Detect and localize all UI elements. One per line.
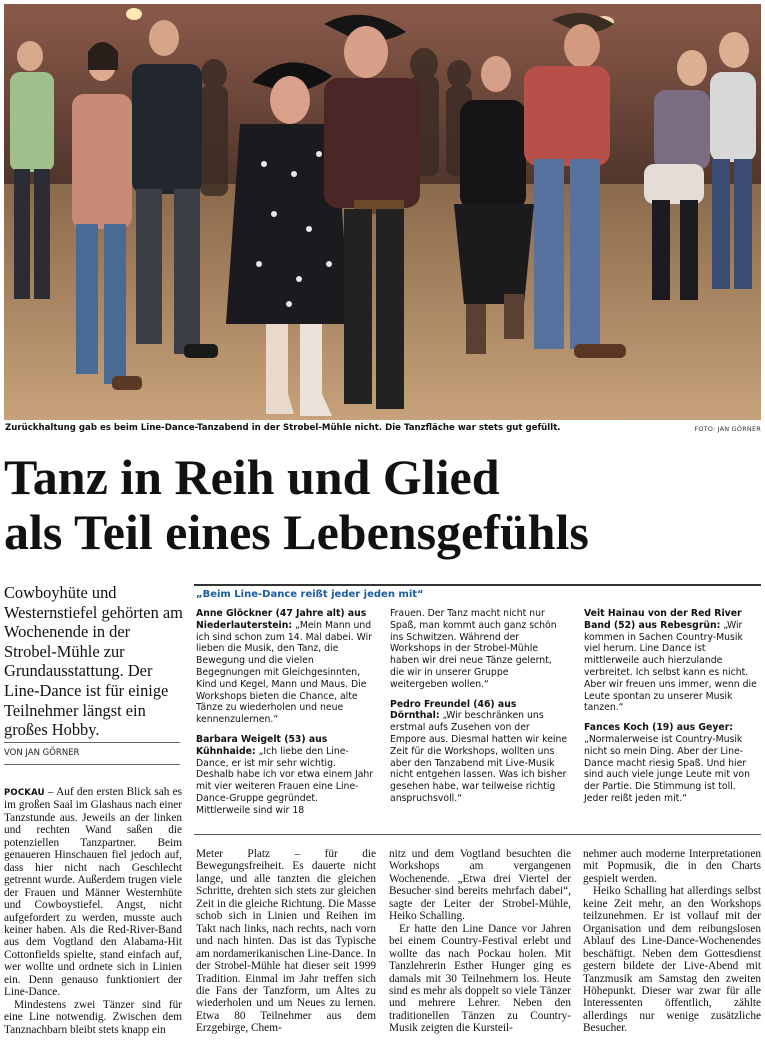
headline-line-1: Tanz in Reih und Glied (4, 449, 500, 505)
quote-text: „Wir kommen in Sachen Country-Musik viel herum. Line Dance ist mittlerweile auch hierzulande verbreitet. Ich selbst kann es nicht. Aber wir freuen uns immer, wenn die Leute spontan zu unserer Musik tanzen.“ (584, 619, 757, 714)
quotes-column-3 (584, 608, 760, 813)
article-headline (4, 450, 761, 560)
body-column-4 (583, 848, 761, 1051)
body-paragraph: Er hatte den Line Dance vor Jahren bei einem Country-Festival erlebt und wollte das nach Pockau holen. Mit Tanzlehrerin Esther Hunger ging es damals mit 30 Teilnehmern los. Heute sind es mehr als doppelt so viele Tänzer und mehrere Lehrer. Neben den traditionellen Tänzen zu Country-Musik zeigten die Kursteil- (389, 922, 571, 1035)
quotes-column-2 (390, 608, 568, 813)
body-paragraph: Heiko Schalling hat allerdings selbst keine Zeit mehr, an den Workshops teilzunehmen. Er ist vollauf mit der Organisation und dem reibungslosen Ablauf des Line-Dance-Wochenendes beschäftigt. Neben dem Gottesdienst gestern bildete der Live-Abend mit Tanzmusik am Samstag den zweiten Höhepunkt. Dieser war zwar für alle Interessenten öffentlich, zählte allerdings nur wenige zusätzliche Besucher. (583, 885, 761, 1035)
body-paragraph: nehmer auch moderne Interpretationen mit Popmusik, die in den Charts gespielt werden. (583, 848, 761, 885)
body-text: – Auf den ersten Blick sah es im großen Saal im Glashaus nach einer Tanzstunde aus. Jeweils an der linken und rechten Wand saßen die potenziellen Tanzpartner. Beim genaueren Hinschauen fiel jedoch auf, dass hier nicht nach Geschlecht getrennt wurde. Außerdem trugen viele der Frauen und Männer Westernhüte und Cowboystiefel. Angst, nicht aufgefordert zu werden, musste auch keiner haben. Als die Red-River-Band aus dem Vogtland den Alabama-Hit Cottonfields spielte, stand einfach auf, wer wollte und ordnete sich in Linien ein. Denn genauso funktioniert der Line-Dance. (4, 786, 182, 999)
quote-text: „Ich liebe den Line-Dance, er ist mir sehr wichtig. Deshalb habe ich vor etwa einem Jahr mit vier weiteren Frauen eine Line-Dance-Gruppe gegründet. Mittlerweile sind wir 18 (196, 745, 374, 816)
quote-item (584, 608, 760, 714)
quote-item (584, 722, 760, 805)
quote-text: „Normalerweise ist Country-Musik nicht so mein Ding. Aber der Line-Dance macht riesig Spaß. Und hier sind auch viele junge Leute mit von der Partie. Die Stimmung ist toll. Jeder reißt jeden mit.“ (584, 733, 751, 804)
quote-text: „Mein Mann und ich sind schon zum 14. Mal dabei. Wir lieben die Musik, den Tanz, die Bewegung und die vielen Begegnungen mit Gleichgesinnten, Kind und Kegel, Mann und Maus. Die Workshops bieten die Chance, alte Tänze zu wiederholen und neue kennenzulernen.“ (196, 619, 372, 726)
body-paragraph: Mindestens zwei Tänzer sind für eine Line notwendig. Zwischen dem Tanznachbarn bleibt stets knapp ein (4, 998, 182, 1036)
quotes-box-top-rule (194, 584, 761, 586)
quotes-box-bottom-rule (194, 834, 761, 835)
quote-item (390, 699, 568, 805)
quotes-column-1 (196, 608, 374, 825)
article-photo (4, 4, 761, 420)
quote-text: „Wir beschränken uns erstmal aufs Zusehen von der Empore aus. Diesmal hatten wir keine Zeit für die Workshops, wollten uns aber den Tanzabend mit Live-Musik nicht entgehen lassen. Was ich bisher gesehen habe, war teilweise richtig anspruchsvoll.“ (390, 710, 568, 804)
body-paragraph: Meter Platz – für die Bewegungsfreiheit. Es dauerte nicht lange, und alle tanzten die gleichen Schritte, drehten sich stets zur gleichen Zeit in die gleiche Richtung. Die Masse schob sich in Linien und Reihen im Takt nach links, nach rechts, nach vorn und nach hinten. Das ist das Typische am nordamerikanischen Line-Dance. In der Strobel-Mühle hat dieser seit 1999 Tradition. Einmal im Jahr treffen sich die Fans der Tanzform, um Altes zu wiederholen und um Neues zu lernen. Etwa 80 Teilnehmer aus dem Erzgebirge, Chem- (196, 848, 376, 1035)
quote-speaker: Anne Glöckner (47 Jahre alt) aus Niederlauterstein: (196, 608, 367, 631)
body-column-2 (196, 848, 376, 1051)
quote-speaker: Barbara Weigelt (53) aus Kühnhaide: (196, 733, 328, 757)
quote-speaker: Veit Hainau von der Red River Band (52) aus Rebesgrün: (584, 608, 742, 631)
dancers-photo-illustration (4, 4, 761, 420)
body-column-1 (4, 786, 182, 1051)
body-paragraph: nitz und dem Vogtland besuchten die Workshops am vergangenen Wochenende. „Etwa drei Viertel der Besucher sind bereits mehrfach dabei“, sagte der Leiter der Strobel-Mühle, Heiko Schalling. (389, 848, 571, 923)
quote-speaker: Fances Koch (19) aus Geyer: (584, 722, 734, 734)
quote-item (390, 608, 568, 691)
quotes-box-title: „Beim Line-Dance reißt jeder jeden mit“ (196, 589, 424, 600)
body-paragraph (4, 786, 182, 999)
quote-item (196, 734, 374, 817)
divider (4, 742, 180, 743)
divider (4, 764, 180, 765)
article-teaser: Cowboyhüte und Westernstiefel gehörten am Wochenende in der Strobel-Mühle zur Grundausstattung. Der Line-Dance ist für einige Teilnehmer längst ein großes Hobby. (4, 583, 183, 740)
body-column-3 (389, 848, 571, 1051)
quote-text: Frauen. Der Tanz macht nicht nur Spaß, man kommt auch ganz schön ins Schwitzen. Während der Workshops in der Strobel-Mühle haben wir drei neue Tänze gelernt, die wir in unserer Gruppe weitergeben wollen.“ (390, 608, 557, 690)
quote-item (196, 608, 374, 726)
headline-line-2: als Teil eines Lebensgefühls (4, 504, 589, 560)
quote-speaker: Pedro Freundel (46) aus Dörnthal: (390, 698, 517, 722)
photo-credit: FOTO: JAN GÖRNER (694, 425, 761, 433)
byline: VON JAN GÖRNER (4, 748, 80, 758)
photo-caption: Zurückhaltung gab es beim Line-Dance-Tanzabend in der Strobel-Mühle nicht. Die Tanzfläche war stets gut gefüllt. (5, 423, 561, 433)
dateline: POCKAU (4, 788, 45, 798)
